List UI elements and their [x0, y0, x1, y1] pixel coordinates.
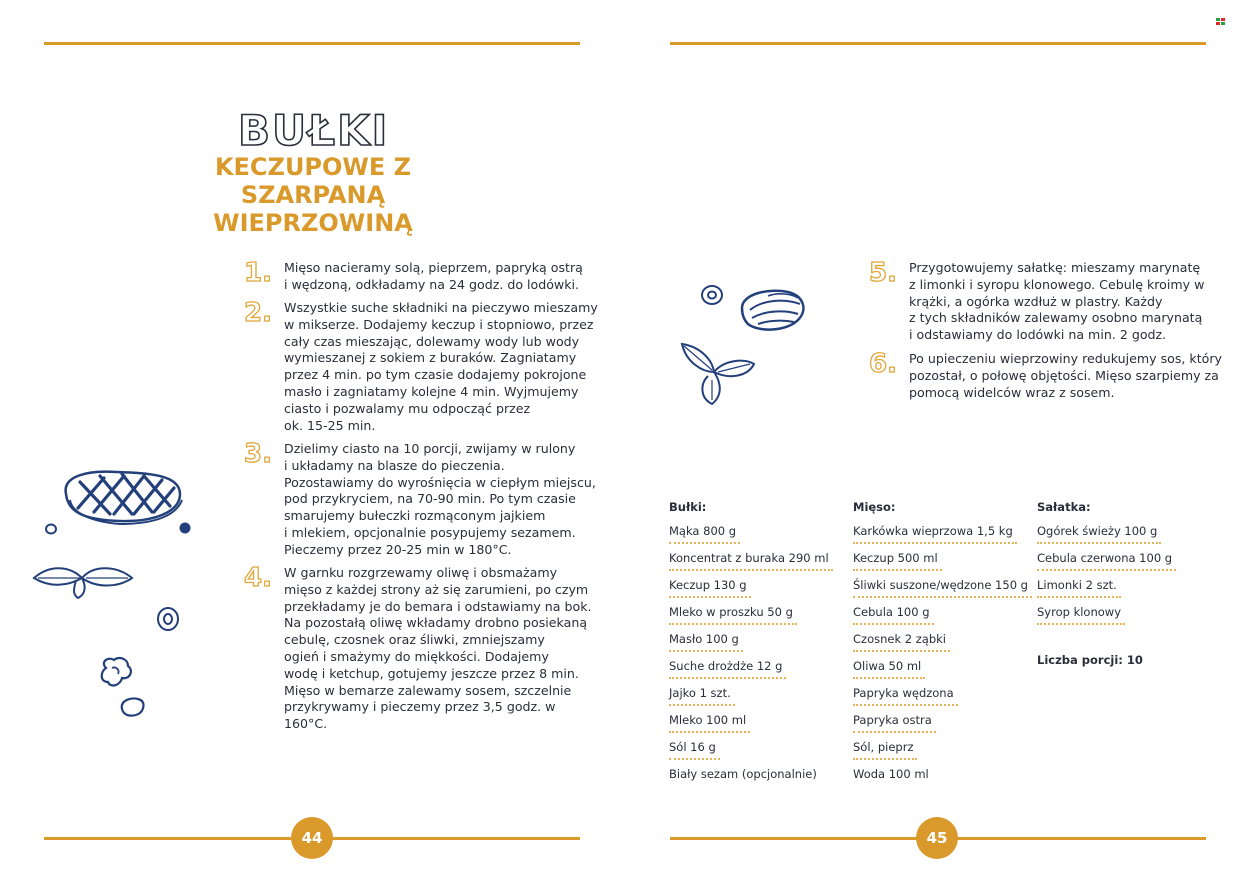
onion-ring-icon — [700, 284, 724, 306]
olive-icon — [44, 522, 58, 536]
ingredient-item: Papryka ostra — [853, 712, 936, 733]
ingredients-mieso — [853, 500, 1032, 791]
page-number-left: 44 — [291, 817, 333, 859]
ingredient-item: Czosnek 2 ząbki — [853, 631, 950, 652]
step-number: 2. — [244, 298, 272, 328]
step-6 — [869, 351, 1222, 401]
recipe-title: BUŁKI — [238, 106, 390, 155]
top-rule-right — [670, 42, 1206, 45]
ingredient-item: Cebula czerwona 100 g — [1037, 550, 1176, 571]
portions — [1037, 653, 1176, 667]
ingredients-heading: Sałatka: — [1037, 500, 1091, 514]
ingredient-item: Koncentrat z buraka 290 ml — [669, 550, 833, 571]
step-number: 4. — [244, 563, 272, 593]
ingredient-item: Keczup 500 ml — [853, 550, 942, 571]
step-3 — [244, 441, 596, 559]
step-text: Przygotowujemy sałatkę: mieszamy marynatę z limonki i syropu klonowego. Cebulę kroimy w krążki, a ogórka wzdłuż w plastry. Każdy z tych składników zalewamy osobno marynatą i odstawiamy do lodówki na min. 2 godz. — [909, 260, 1205, 343]
ingredient-item: Mleko 100 ml — [669, 712, 750, 733]
peppercorn-icon — [178, 521, 192, 535]
top-rule-left — [44, 42, 580, 45]
ingredient-item: Śliwki suszone/wędzone 150 g — [853, 577, 1032, 598]
ingredient-item: Ogórek świeży 100 g — [1037, 523, 1161, 544]
ingredient-item: Jajko 1 szt. — [669, 685, 735, 706]
step-number: 3. — [244, 439, 272, 469]
shallot-icon — [738, 286, 810, 334]
step-number: 6. — [869, 349, 897, 379]
step-text: W garnku rozgrzewamy oliwę i obsmażamy mięso z każdej strony aż się zarumieni, po czym przekładamy je do bemara i odstawiamy na bok. Na pozostałą oliwę wkładamy drobno posiekaną cebulę, czosnek oraz śliwki, zmniejszamy ogień i smażymy do miękkości. Dodajemy wodę i ketchup, gotujemy jeszcze przez 8 min. Mięso w bemarze zalewamy sosem, szczelnie przykrywamy i pieczemy przez 3,5 godz. w 160°C. — [284, 565, 592, 732]
ingredient-item: Mleko w proszku 50 g — [669, 604, 797, 625]
ingredients-salatka — [1037, 500, 1176, 667]
steak-icon — [58, 466, 186, 526]
basil-icon — [32, 556, 134, 600]
recipe-subtitle: KECZUPOWE Z SZARPANĄ WIEPRZOWINĄ — [213, 153, 413, 237]
ingredient-item: Woda 100 ml — [853, 767, 929, 781]
step-4 — [244, 565, 592, 733]
ingredients-bulki — [669, 500, 833, 791]
ingredient-item: Mąka 800 g — [669, 523, 740, 544]
ingredient-item: Papryka wędzona — [853, 685, 958, 706]
step-text: Po upieczeniu wieprzowiny redukujemy sos, który pozostał, o połowę objętości. Mięso szarpiemy za pomocą widelców wraz z sosem. — [909, 351, 1222, 400]
portions-value: 10 — [1126, 653, 1143, 667]
ingredient-item: Biały sezam (opcjonalnie) — [669, 767, 817, 781]
basil-icon — [678, 340, 756, 406]
portions-label: Liczba porcji: — [1037, 653, 1123, 667]
step-number: 5. — [869, 258, 897, 288]
ingredient-item: Sól, pieprz — [853, 739, 917, 760]
ingredient-item: Suche drożdże 12 g — [669, 658, 786, 679]
ingredient-item: Sól 16 g — [669, 739, 720, 760]
step-2 — [244, 300, 598, 434]
step-text: Wszystkie suche składniki na pieczywo mieszamy w mikserze. Dodajemy keczup i stopniowo, przez cały czas mieszając, dolewamy wody lub wody wymieszanej z sokiem z buraków. Zagniatamy przez 4 min. po tym czasie dodajemy pokrojone masło i zagniatamy kolejne 4 min. Wyjmujemy ciasto i pozwalamy mu odpocząć przez ok. 15-25 min. — [284, 300, 598, 433]
ingredient-item: Keczup 130 g — [669, 577, 751, 598]
ingredient-item: Karkówka wieprzowa 1,5 kg — [853, 523, 1017, 544]
garlic-icon — [98, 656, 134, 690]
onion-ring-icon — [156, 606, 180, 632]
step-5 — [869, 260, 1204, 344]
ingredient-item: Oliwa 50 ml — [853, 658, 925, 679]
step-number: 1. — [244, 258, 272, 288]
ingredients-heading: Bułki: — [669, 500, 707, 514]
ingredients-heading: Mięso: — [853, 500, 896, 514]
step-text: Dzielimy ciasto na 10 porcji, zwijamy w rulony i układamy na blasze do pieczenia. Pozostawiamy do wyrośnięcia w ciepłym miejscu, pod przykryciem, na 70-90 min. Po tym czasie smarujemy bułeczki rozmąconym jajkiem i mlekiem, opcjonalnie posypujemy sezamem. Pieczemy przez 20-25 min w 180°C. — [284, 441, 596, 557]
page-number-right: 45 — [916, 817, 958, 859]
step-text: Mięso nacieramy solą, pieprzem, papryką ostrą i wędzoną, odkładamy na 24 godz. do lodówki. — [284, 260, 583, 292]
bean-icon — [118, 695, 146, 719]
logo-icon — [1216, 18, 1225, 25]
ingredient-item: Masło 100 g — [669, 631, 743, 652]
ingredient-item: Limonki 2 szt. — [1037, 577, 1121, 598]
ingredient-item: Cebula 100 g — [853, 604, 934, 625]
ingredient-item: Syrop klonowy — [1037, 604, 1125, 625]
step-1 — [244, 260, 583, 294]
